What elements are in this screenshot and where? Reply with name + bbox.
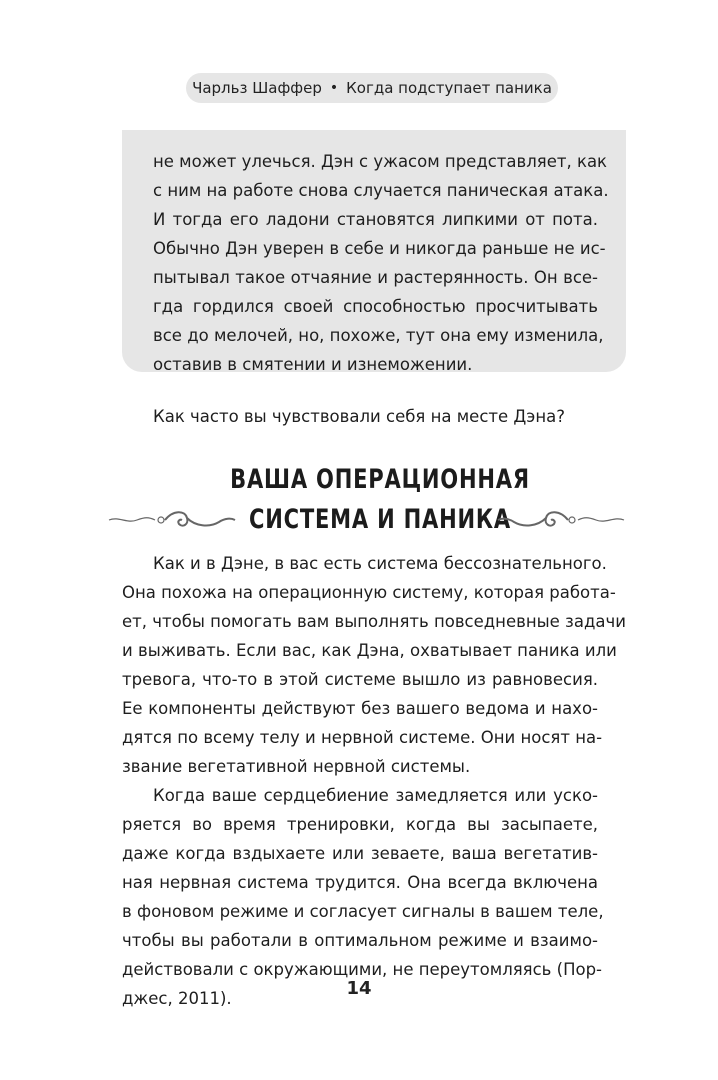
quote-line: Обычно Дэн уверен в себе и никогда раньше не ис- (153, 239, 606, 258)
body-line: ряется во время тренировки, когда вы засыпаете, (122, 815, 598, 834)
quote-line: пытывал такое отчаяние и растерянность. Он все- (153, 268, 598, 287)
page-number: 14 (346, 978, 372, 999)
body-line: ет, чтобы помогать вам выполнять повседневные задачи (122, 612, 626, 631)
quote-line: все до мелочей, но, похоже, тут она ему изменила, (153, 326, 604, 345)
quote-line: И тогда его ладони становятся липкими от пота. (153, 210, 598, 229)
quote-line: гда гордился своей способностью просчитывать (153, 297, 598, 316)
body-text (122, 549, 626, 1013)
body-line: джес, 2011). (122, 989, 232, 1008)
quote-line: с ним на работе снова случается паническая атака. (153, 181, 609, 200)
body-line: Ее компоненты действуют без вашего ведома и нахо- (122, 699, 598, 718)
section-heading-line-2: СИСТЕМА И ПАНИКА (248, 504, 512, 535)
flourish-right-icon (496, 500, 626, 540)
body-line: Как и в Дэне, в вас есть система бессознательного. (153, 554, 607, 573)
quote-text (153, 147, 609, 379)
body-line: звание вегетативной нервной системы. (122, 757, 471, 776)
header-book-title: Когда подступает паника (346, 79, 552, 97)
body-line: действовали с окружающими, не переутомляясь (Пор- (122, 960, 603, 979)
body-line: даже когда вздыхаете или зеваете, ваша вегетатив- (122, 844, 598, 863)
body-line: чтобы вы работали в оптимальном режиме и взаимо- (122, 931, 598, 950)
header-separator: • (329, 80, 339, 96)
body-line: и выживать. Если вас, как Дэна, охватывает паника или (122, 641, 617, 660)
flourish-left-icon (107, 500, 237, 540)
body-line: тревога, что-то в этой системе вышло из равновесия. (122, 670, 598, 689)
body-line: Когда ваше сердцебиение замедляется или уско- (153, 786, 598, 805)
body-line: в фоновом режиме и согласует сигналы в вашем теле, (122, 902, 604, 921)
question-text: Как часто вы чувствовали себя на месте Дэна? (153, 407, 566, 426)
quote-line: не может улечься. Дэн с ужасом представляет, как (153, 152, 608, 171)
section-heading-line-1: ВАША ОПЕРАЦИОННАЯ (230, 464, 530, 495)
body-line: ная нервная система трудится. Она всегда включена (122, 873, 598, 892)
body-line: дятся по всему телу и нервной системе. Они носят на- (122, 728, 603, 747)
running-header (186, 73, 558, 103)
header-author: Чарльз Шаффер (192, 79, 322, 97)
body-line: Она похожа на операционную систему, которая работа- (122, 583, 616, 602)
quote-line: оставив в смятении и изнеможении. (153, 355, 473, 374)
